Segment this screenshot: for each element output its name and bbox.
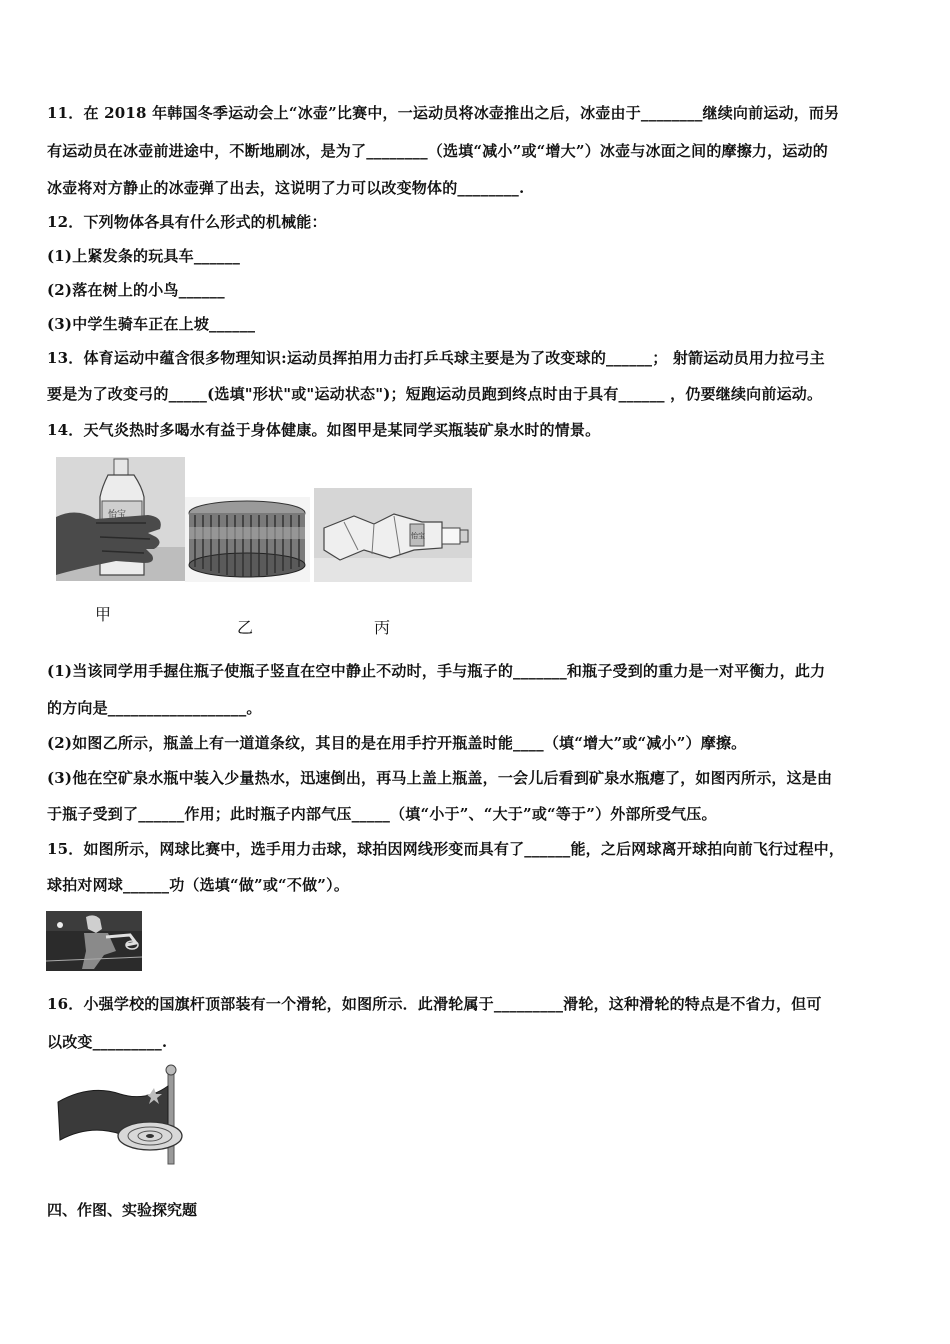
q14-stem: 14．天气炎热时多喝水有益于身体健康。如图甲是某同学买瓶装矿泉水时的情景。 <box>47 421 601 439</box>
q12-part3: (3)中学生骑车正在上坡______ <box>47 315 256 333</box>
q11-line3: 冰壶将对方静止的冰壶弹了出去，这说明了力可以改变物体的________. <box>47 179 525 197</box>
figure-bing-crushed-bottle <box>314 488 472 582</box>
q12-part2: (2)落在树上的小鸟______ <box>47 281 225 299</box>
q12-stem: 12．下列物体各具有什么形式的机械能： <box>47 213 327 231</box>
q11-line2: 有运动员在冰壶前进途中，不断地刷冰，是为了________（选填“减小”或“增大”）冰壶与冰面之间的摩擦力，运动的 <box>47 142 828 160</box>
figure-yi-bottle-cap <box>185 497 310 582</box>
q11-line1: 11．在 2018 年韩国冬季运动会上“冰壶”比赛中，一运动员将冰壶推出之后，冰壶由于________继续向前运动，而另 <box>47 104 840 122</box>
q16-line2: 以改变_________. <box>47 1033 168 1051</box>
figure-tennis-player <box>46 911 142 971</box>
caption-bing: 丙 <box>374 618 391 637</box>
q14-part3-line1: (3)他在空矿泉水瓶中装入少量热水，迅速倒出，再马上盖上瓶盖，一会儿后看到矿泉水瓶瘪了，如图丙所示，这是由 <box>47 769 833 787</box>
q14-part1-line1: (1)当该同学用手握住瓶子使瓶子竖直在空中静止不动时，手与瓶子的_______和瓶子受到的重力是一对平衡力，此力 <box>47 662 826 680</box>
q13-line1: 13．体育运动中蕴含很多物理知识:运动员挥拍用力击打乒乓球主要是为了改变球的______； 射箭运动员用力拉弓主 <box>47 349 825 367</box>
q16-line1: 16．小强学校的国旗杆顶部装有一个滑轮，如图所示．此滑轮属于_________滑轮，这种滑轮的特点是不省力，但可 <box>47 995 822 1013</box>
q13-line2: 要是为了改变弓的_____(选填"形状"或"运动状态")；短跑运动员跑到终点时由于具有______ ，仍要继续向前运动。 <box>47 385 823 403</box>
q14-part2: (2)如图乙所示，瓶盖上有一道道条纹，其目的是在用手拧开瓶盖时能____（填“增大”或“减小”）摩擦。 <box>47 734 747 752</box>
q15-line1: 15．如图所示，网球比赛中，选手用力击球，球拍因网线形变而具有了______能，之后网球离开球拍向前飞行过程中， <box>47 840 845 858</box>
q14-part3-line2: 于瓶子受到了______作用；此时瓶子内部气压_____（填“小于”、“大于”或“等于”）外部所受气压。 <box>47 805 717 823</box>
figure-flagpole-pulley <box>50 1064 186 1166</box>
caption-jia: 甲 <box>95 605 112 624</box>
svg-text:怡宝: 怡宝 <box>108 510 127 520</box>
q14-part1-line2: 的方向是__________________。 <box>47 699 262 717</box>
q15-line2: 球拍对网球______功（选填“做”或“不做”）。 <box>47 876 350 894</box>
figure-jia-hand-bottle <box>56 457 185 581</box>
q12-part1: (1)上紧发条的玩具车______ <box>47 247 241 265</box>
section-heading-4: 四、作图、实验探究题 <box>47 1201 198 1219</box>
caption-yi: 乙 <box>237 618 254 637</box>
svg-text:怡宝: 怡宝 <box>411 532 425 540</box>
